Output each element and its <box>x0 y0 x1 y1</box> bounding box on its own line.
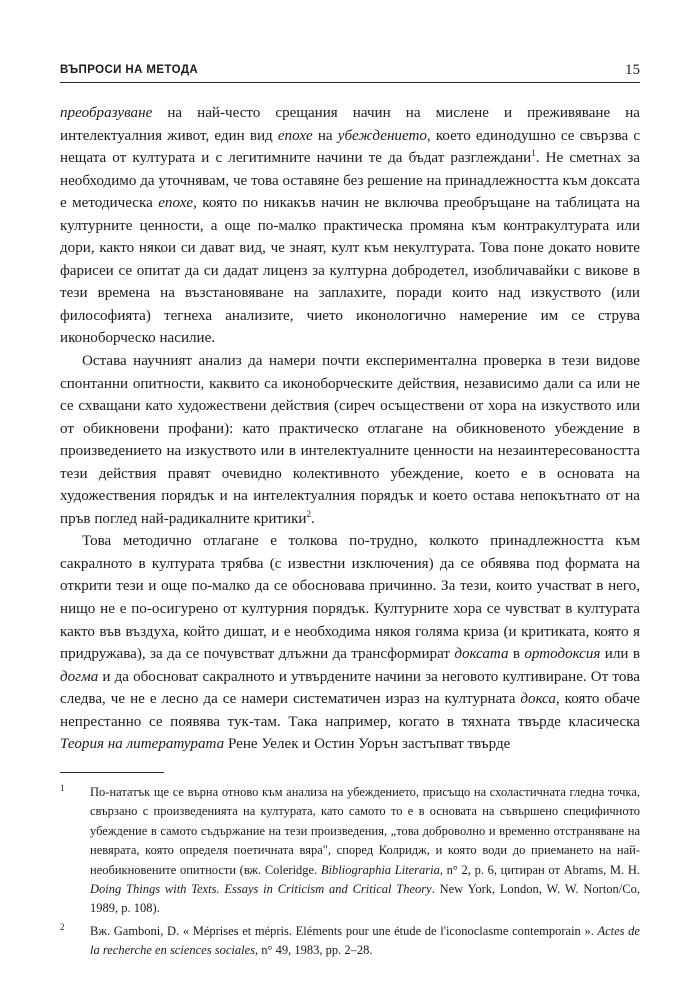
emphasis: Actes de la recherche en sciences sociales <box>90 923 640 958</box>
emphasis: епохе <box>277 127 313 144</box>
text-run: По-нататък ще се върна отново към анализа на убеждението, присъщо на схоластичната гледна точка, свързано с произведенията на културата, като самото то е в основата на съвършено специфичното убеждение в самото съдържание на тези произведения, „това доброволно и временно отстраняване на невярата, която определя поетичната вяра", според Колридж, и която води до приемането на най-необикновените опитности (вж. Coleridge. <box>90 785 640 877</box>
emphasis: епохе <box>158 195 194 212</box>
page-number: 15 <box>625 62 640 78</box>
text-run: и да обосноват сакралното и утвърдените начини за неговото култивиране. От това следва, че не е лесно да се намери систематичен израз на културната <box>60 668 640 708</box>
emphasis: доксата <box>454 646 509 663</box>
paragraph-2 <box>60 350 640 530</box>
text-run: , която по никакъв начин не включва преобръщане на таблицата на културните ценности, а още по-малко практическа промяна към контракултурата или дори, както някои си дават вид, че знаят, култ към некултурата. Това поне докато новите фарисеи се опитат да си дадат лиценз за културна добродетел, изобличавайки с викове в тези времена на възстановяване на заплахите, поради които над изкуството (или философията) тегнеха анализите, чието иконологично намерение им се струва иконоборческо насилие. <box>60 195 640 347</box>
footnote-ref-1[interactable]: 1 <box>531 148 536 159</box>
text-run: или в <box>600 646 640 663</box>
body-text <box>60 102 640 756</box>
paragraph-3 <box>60 530 640 755</box>
text-run: в <box>508 646 525 663</box>
text-run: на най-често срещания начин на мислене и преживяване на интелектуалния живот, един вид <box>60 105 640 144</box>
emphasis: Теория на литературата <box>60 736 225 753</box>
emphasis: Doing Things with Texts. Essays in Criticism and Critical Theory <box>90 882 432 897</box>
footnote-number: 1 <box>60 783 65 793</box>
text-run: на <box>312 127 338 144</box>
footnote-2 <box>60 922 640 961</box>
footnote-1 <box>60 783 640 919</box>
footnote-divider <box>60 772 164 773</box>
text-run: , което единодушно се свързва с нещата от културата и с легитимните начини те да бъдат разглеждани <box>60 127 641 167</box>
text-run: Това методично отлагане е толкова по-трудно, колкото принадлежността към сакралното в културата трябва (с известни изключения) да се обявява под формата на открити тези и още по-малко да се обосновава причинно. За тези, които участват в него, нищо не е по-осигурено от културния порядък. Културните хора се чувстват в културата както във въздуха, който дишат, и е необходима някоя голяма криза (и критиката, която я придружава), за да се почувстват длъжни да трансформират <box>60 533 640 663</box>
text-run: . <box>310 510 315 527</box>
emphasis: докса <box>520 691 556 708</box>
emphasis: Bibliographia Literaria <box>320 862 440 877</box>
paragraph-1 <box>60 102 640 350</box>
emphasis: преобразуване <box>60 105 153 121</box>
text-run: , която обаче непрестанно се появява тук-там. Така например, когато в тяхната твърде класическа <box>60 691 640 730</box>
text-run: Вж. Gamboni, D. « Méprises et mépris. Eléments pour une étude de l'iconoclasme contemporain ». <box>90 923 598 938</box>
running-header <box>60 62 640 83</box>
text-run: Рене Уелек и Остин Уорън застъпват твърде <box>224 736 511 753</box>
emphasis: убеждението <box>337 127 427 144</box>
footnotes <box>60 783 640 964</box>
running-title: ВЪПРОСИ НА МЕТОДА <box>60 64 199 76</box>
text-run: . Не сметнах за необходимо да уточнявам, че това оставяне без решение на принадлежността към доксата е методическа <box>60 150 640 212</box>
footnote-number: 2 <box>60 921 65 932</box>
footnote-ref-2[interactable]: 2 <box>306 508 311 519</box>
text-run: , n° 2, p. 6, цитиран от Abrams, M. H. <box>439 862 640 877</box>
emphasis: догма <box>60 668 99 685</box>
emphasis: ортодоксия <box>524 646 601 663</box>
text-run: , n° 49, 1983, pp. 2–28. <box>254 943 373 958</box>
text-run: . New York, London, W. W. Norton/Co, 1989, p. 108). <box>90 882 640 916</box>
text-run: Остава научният анализ да намери почти експериментална проверка в тези видове спонтанни опитности, каквито са иконоборческите действия, независимо дали са или не се схващани като художествени действия (сиреч осъществени от хора на изкуството или от обикновени профани): като практическо отлагане на обикновеното убеждение в произведението на изкуството или в интелектуалните ценности на незаинтересоваността тези действия правят очевидно колективното убеждение, което е в основата на художествения порядък и на интелектуалния порядък и което остава непокътнато от на пръв поглед най-радикалните критики <box>60 353 640 527</box>
